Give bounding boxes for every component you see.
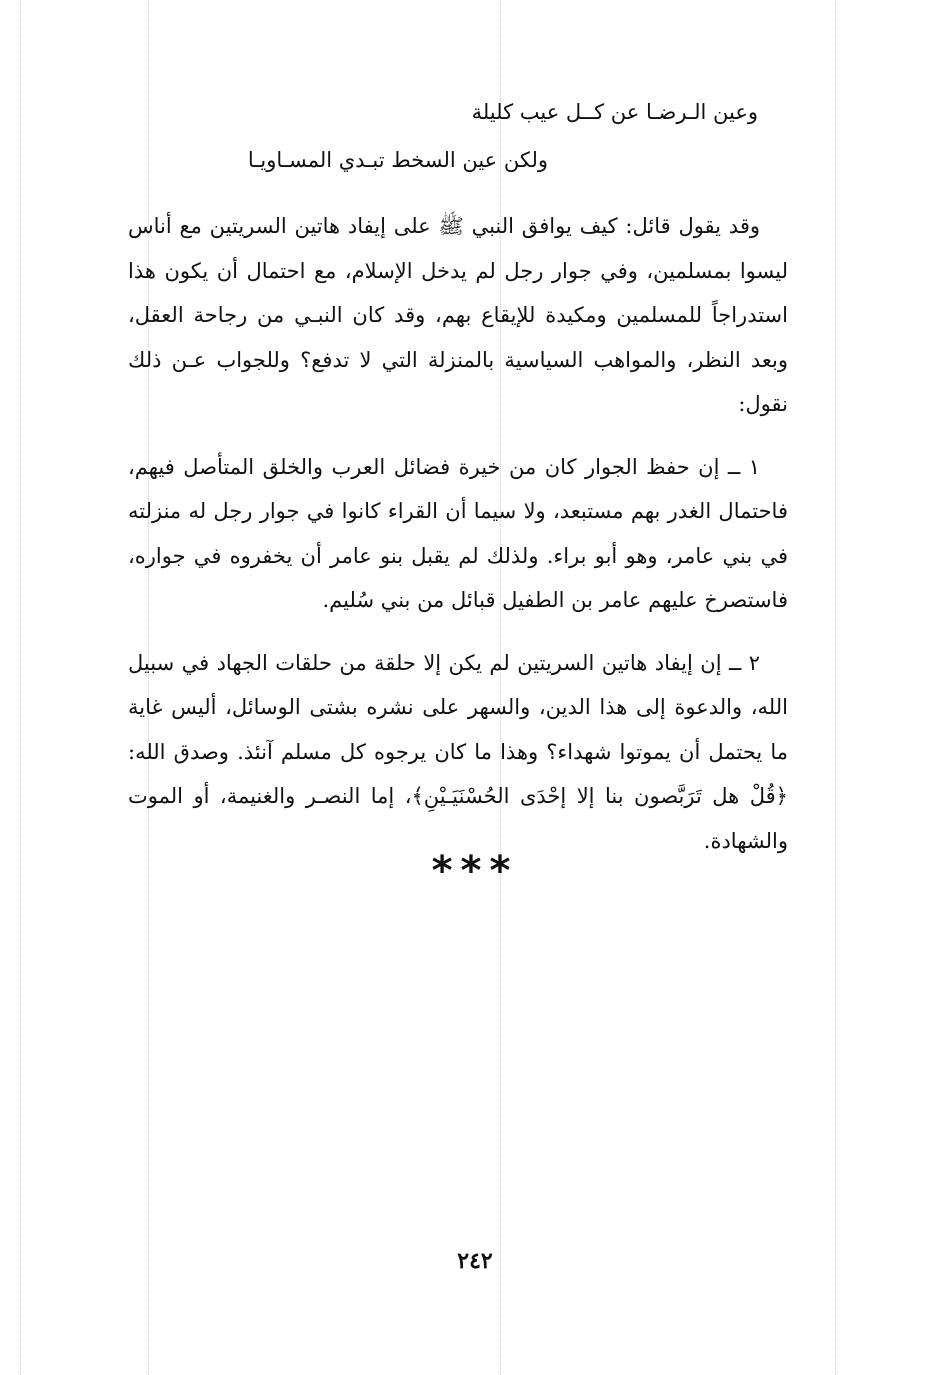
page-number: ٢٤٢ [457,1248,493,1274]
paragraph-point-2: ٢ ــ إن إيفاد هاتين السريتين لم يكن إلا حلقة من حلقات الجهاد في سبيل الله، والدعوة إلى هذا الدين، والسهر على نشره بشتى الوسائل، أليس غاية ما يحتمل أن يموتوا شهداء؟ وهذا ما كان يرجوه كل مسلم آنئذ. وصدق الله: ﴿قُلْ هل تَرَبَّصون بنا إلا إحْدَى الحُسْنَيَـيْنِ﴾، إما النصـر والغنيمة، أو الموت والشهادة. [128,650,788,853]
verse-line-1: وعين الـرضـا عن كــل عيب كليلة [471,100,758,124]
page-body [128,88,788,863]
paragraph-question: وقد يقول قائل: كيف يوافق النبي ﷺ على إيفاد هاتين السريتين مع أناس ليسوا بمسلمين، وفي جوار رجل لم يدخل الإسلام، مع احتمال أن يكون هذا استدراجاً للمسلمين ومكيدة للإيقاع بهم، وقد كان النبـي من رجاحة العقل، وبعد النظر، والمواهب السياسية بالمنزلة التي لا تدفع؟ وللجواب عـن ذلك نقول: [128,214,788,416]
section-separator: *** [431,848,519,894]
scan-guide-line [20,0,21,1375]
scan-guide-line [835,0,836,1375]
paragraph-point-1: ١ ــ إن حفظ الجوار كان من خيرة فضائل العرب والخلق المتأصل فيهم، فاحتمال الغدر بهم مستبعد، ولا سيما أن القراء كانوا في جوار رجل له منزلته في بني عامر، وهو أبو براء. ولذلك لم يقبل بنو عامر أن يخفروه في جواره، فاستصرخ عليهم عامر بن الطفيل قبائل من بني سُليم. [128,454,788,612]
poetry-verse [128,88,788,184]
verse-line-2: ولكن عين السخط تبـدي المسـاويـا [247,148,548,172]
